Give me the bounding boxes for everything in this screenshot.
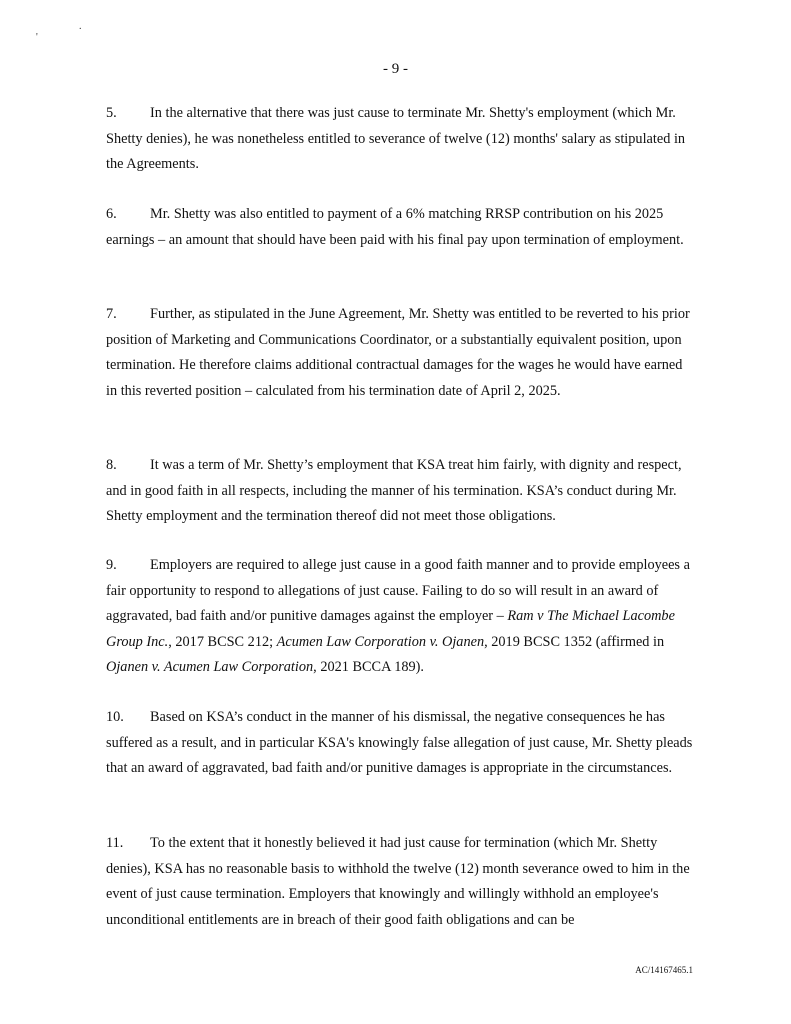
- paragraph-10: [106, 705, 696, 782]
- paragraph-text: It was a term of Mr. Shetty’s employment that KSA treat him fairly, with dignity and respect, and in good faith in all respects, including the manner of his termination. KSA’s conduct during Mr. Shetty employment and the termination thereof did not meet those obligations.: [106, 457, 682, 524]
- paragraph-8: [106, 453, 696, 530]
- paragraph-number: 7.: [106, 306, 117, 322]
- case-citation: Acumen Law Corporation v. Ojanen: [276, 633, 485, 650]
- paragraph-number: 9.: [106, 557, 117, 573]
- case-citation: Ojanen v. Acumen Law Corporation: [106, 659, 314, 675]
- document-id: AC/14167465.1: [635, 965, 693, 975]
- paragraph-text: To the extent that it honestly believed it had just cause for termination (which Mr. Shetty denies), KSA has no reasonable basis to withhold the twelve (12) month severance owed to him in the event of just cause termination. Employers that knowingly and willingly withhold an employee's unconditional entitlements are in breach of their good faith obligations and can be: [106, 835, 690, 928]
- paragraph-text: Mr. Shetty was also entitled to payment of a 6% matching RRSP contribution on his 2025 earnings – an amount that should have been paid with his final pay upon termination of employment.: [106, 206, 684, 248]
- paragraph-number: 10.: [106, 709, 124, 725]
- paragraph-5: [106, 101, 696, 178]
- paragraph-11: [106, 831, 696, 933]
- paragraph-number: 11.: [106, 835, 124, 851]
- paragraph-text: , 2017 BCSC 212;: [168, 633, 277, 650]
- paragraph-number: 6.: [106, 206, 117, 222]
- case-citation: Ram v The Michael Lacombe Group Inc.: [106, 608, 675, 650]
- paragraph-6: [106, 202, 696, 253]
- paragraph-text: Further, as stipulated in the June Agreement, Mr. Shetty was entitled to be reverted to his prior position of Marketing and Communications Coordinator, or a substantially equivalent position, upon termination. He therefore claims additional contractual damages for the wages he would have earned in this reverted position – calculated from his termination date of April 2, 2025.: [106, 306, 690, 399]
- paragraph-text: In the alternative that there was just cause to terminate Mr. Shetty's employment (which Mr. Shetty denies), he was nonetheless entitled to severance of twelve (12) months' salary as stipulated in the Agreements.: [106, 105, 686, 172]
- paragraph-text: Employers are required to allege just cause in a good faith manner and to provide employees a fair opportunity to respond to allegations of just cause. Failing to do so will result in an award of aggravated, bad faith and/or punitive damages against the employer –: [106, 557, 690, 624]
- paragraph-9: [106, 553, 696, 681]
- paragraph-text: Based on KSA’s conduct in the manner of his dismissal, the negative consequences he has suffered as a result, and in particular KSA's knowingly false allegation of just cause, Mr. Shetty pleads that an award of aggravated, bad faith and/or punitive damages is appropriate in the circumstances.: [106, 709, 693, 776]
- page-number: - 9 -: [383, 61, 408, 77]
- paragraph-7: [106, 302, 696, 404]
- scan-mark-left: ': [36, 32, 38, 43]
- scan-mark-right: .: [79, 21, 82, 32]
- paragraph-text: , 2019 BCSC 1352 (affirmed in: [484, 633, 665, 650]
- paragraph-number: 8.: [106, 457, 117, 473]
- paragraph-number: 5.: [106, 105, 117, 121]
- paragraph-text: , 2021 BCCA 189).: [313, 659, 424, 675]
